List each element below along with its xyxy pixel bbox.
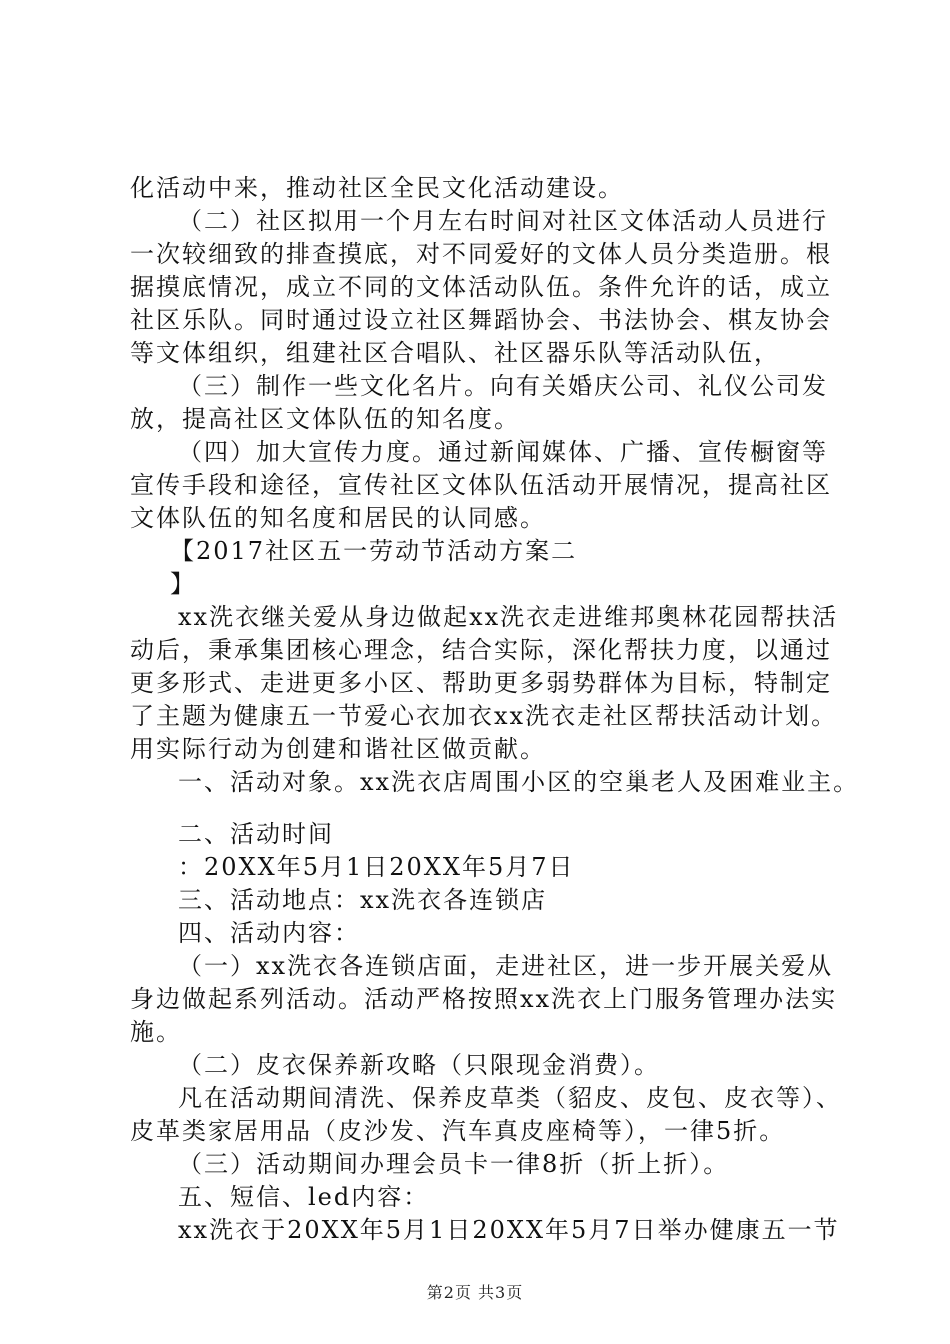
text-line: （二）社区拟用一个月左右时间对社区文体活动人员进行 [178,207,828,235]
text-line: 二、活动时间 [178,820,334,848]
section-heading-bracket: 】 [170,570,196,598]
text-line: （三）活动期间办理会员卡一律8折（折上折）。 [178,1150,730,1178]
text-line: xx洗衣于20XX年5月1日20XX年5月7日举办健康五一节 [178,1216,840,1244]
text-line: 凡在活动期间清洗、保养皮草类（貂皮、皮包、皮衣等）、 [178,1084,842,1112]
text-line: ：20XX年5月1日20XX年5月7日 [178,853,575,881]
text-line: （三）制作一些文化名片。向有关婚庆公司、礼仪公司发 [178,372,828,400]
text-line: （四）加大宣传力度。通过新闻媒体、广播、宣传橱窗等 [178,438,828,466]
text-line: 施。 [130,1018,182,1046]
text-line: 三、活动地点：xx洗衣各连锁店 [178,886,548,914]
text-line: 四、活动内容： [178,919,360,947]
text-line: 身边做起系列活动。活动严格按照xx洗衣上门服务管理办法实 [130,985,838,1013]
text-line: 五、短信、led内容： [178,1183,430,1211]
text-line: 更多形式、走进更多小区、帮助更多弱势群体为目标，特制定 [130,669,832,697]
text-line: 等文体组织，组建社区合唱队、社区器乐队等活动队伍， [130,339,780,367]
text-line: 了主题为健康五一节爱心衣加衣xx洗衣走社区帮扶活动计划。 [130,702,838,730]
text-line: 据摸底情况，成立不同的文体活动队伍。条件允许的话，成立 [130,273,832,301]
text-line: xx洗衣继关爱从身边做起xx洗衣走进维邦奥林花园帮扶活 [178,603,839,631]
text-line: （二）皮衣保养新攻略（只限现金消费）。 [178,1051,660,1079]
text-line: 一次较细致的排查摸底，对不同爱好的文体人员分类造册。根 [130,240,832,268]
text-line: 皮革类家居用品（皮沙发、汽车真皮座椅等），一律5折。 [130,1117,786,1145]
text-line: 文体队伍的知名度和居民的认同感。 [130,504,546,532]
text-line: 社区乐队。同时通过设立社区舞蹈协会、书法协会、棋友协会 [130,306,832,334]
page-number-footer: 第2页 共3页 [426,1283,524,1302]
section-heading: 【2017社区五一劳动节活动方案二 [170,537,578,565]
text-line: 动后，秉承集团核心理念，结合实际，深化帮扶力度，以通过 [130,636,832,664]
text-line: （一）xx洗衣各连锁店面，走进社区，进一步开展关爱从 [178,952,834,980]
text-line: 化活动中来，推动社区全民文化活动建设。 [130,174,624,202]
text-line: 宣传手段和途径，宣传社区文体队伍活动开展情况，提高社区 [130,471,832,499]
text-line: 一、活动对象。xx洗衣店周围小区的空巢老人及困难业主。 [178,768,860,796]
text-line: 用实际行动为创建和谐社区做贡献。 [130,735,546,763]
text-line: 放，提高社区文体队伍的知名度。 [130,405,520,433]
